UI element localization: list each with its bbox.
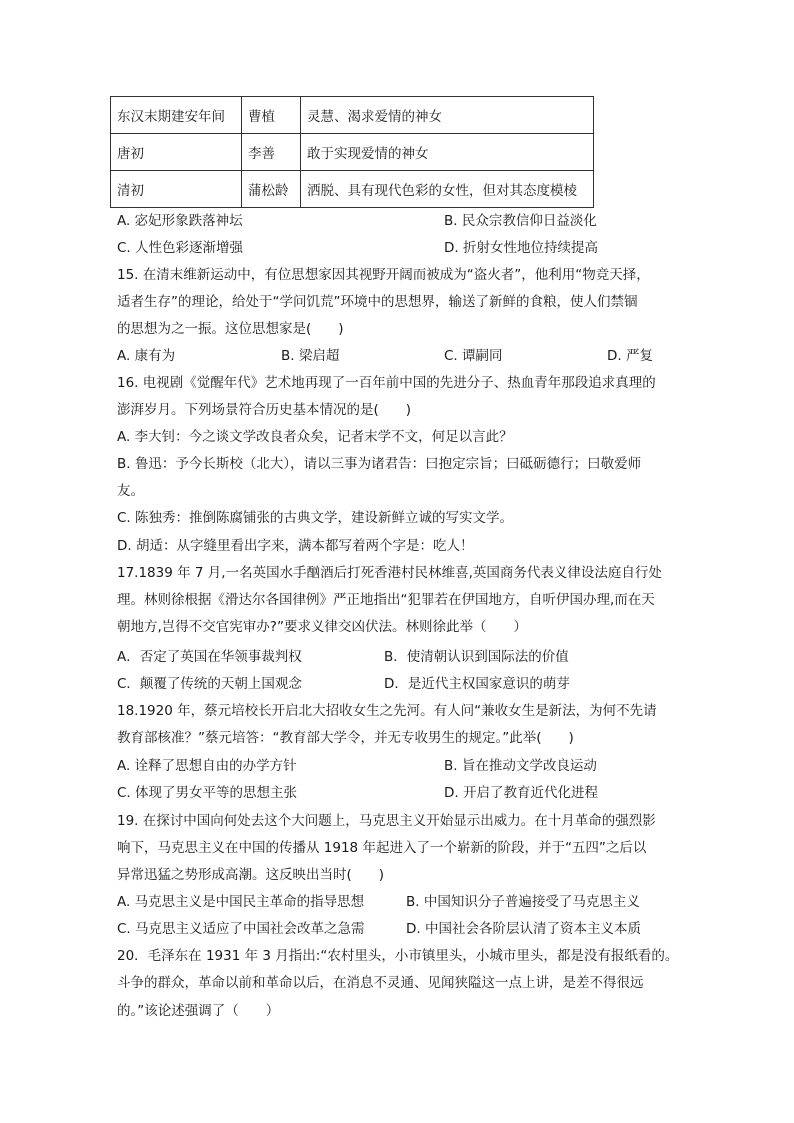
q15-stem-line: 15. 在清末维新运动中，有位思想家因其视野开阔而被成为“盗火者”，他利用“物竞天择， <box>117 267 650 283</box>
q16-stem-line: 澎湃岁月。下列场景符合历史基本情况的是( ) <box>117 402 412 418</box>
q15-stem-line: 的思想为之一振。这位思想家是( ) <box>117 321 344 337</box>
table-cell: 唐初 <box>111 134 242 171</box>
q20-stem-line: 斗争的群众，革命以前和革命以后，在消息不灵通、见闻狭隘这一点上讲，是差不得很远 <box>117 975 644 991</box>
q19-stem-line: 19. 在探讨中国向何处去这个大问题上，马克思主义开始显示出威力。在十月革命的强烈影 <box>117 813 656 829</box>
q16-option-b: B. 鲁迅：予今长斯校（北大），请以三事为诸君告：曰抱定宗旨；曰砥砺德行；曰敬爱师 <box>117 456 642 472</box>
q19-option-c: C. 马克思主义适应了中国社会改革之急需 <box>117 921 365 937</box>
q16-stem-line: 16. 电视剧《觉醒年代》艺术地再现了一百年前中国的先进分子、热血青年那段追求真理的 <box>117 375 656 391</box>
q17-stem-line: 朝地方,岂得不交官宪审办?”要求义律交凶伏法。林则徐此举（ ） <box>117 619 527 635</box>
table-cell: 曹植 <box>242 97 301 134</box>
q19-stem-line: 响下，马克思主义在中国的传播从 1918 年起进入了一个崭新的阶段，并于“五四”之后以 <box>117 840 647 856</box>
q18-option-a: A. 诠释了思想自由的办学方针 <box>117 758 297 774</box>
q17-stem-line: 理。林则徐根据《滑达尔各国律例》严正地指出“犯罪若在伊国地方，自听伊国办理,而在天 <box>117 592 655 608</box>
table-cell: 洒脱、具有现代色彩的女性，但对其态度模棱 <box>301 171 594 208</box>
table-row <box>111 97 594 134</box>
table-row <box>111 171 594 208</box>
q19-option-a: A. 马克思主义是中国民主革命的指导思想 <box>117 894 365 910</box>
q19-option-d: D. 中国社会各阶层认清了资本主义本质 <box>406 921 641 937</box>
q20-stem-line: 的。”该论述强调了（ ） <box>117 1003 280 1019</box>
q14-option-c: C. 人性色彩逐渐增强 <box>117 240 244 256</box>
table-cell: 清初 <box>111 171 242 208</box>
table-cell: 蒲松龄 <box>242 171 301 208</box>
q16-option-b-cont: 友。 <box>117 483 144 499</box>
q20-stem-line: 20．毛泽东在 1931 年 3 月指出:“农村里头，小市镇里头，小城市里头，都是没有报纸看的。 <box>117 948 679 964</box>
table-row <box>111 134 594 171</box>
table-cell: 李善 <box>242 134 301 171</box>
q16-option-d: D. 胡适：从字缝里看出字来，满本都写着两个字是：吃人！ <box>117 538 474 554</box>
q19-option-b: B. 中国知识分子普遍接受了马克思主义 <box>406 894 640 910</box>
q18-stem-line: 18.1920 年，蔡元培校长开启北大招收女生之先河。有人问“兼收女生是新法，为何不先请 <box>117 703 657 719</box>
q17-option-d: D．是近代主权国家意识的萌芽 <box>384 676 570 692</box>
q14-option-a: A. 宓妃形象跌落神坛 <box>117 213 243 229</box>
q15-option-c: C. 谭嗣同 <box>444 348 503 364</box>
q14-option-b: B. 民众宗教信仰日益淡化 <box>444 213 597 229</box>
q16-option-a: A. 李大钊：今之谈文学改良者众矣，记者末学不文，何足以言此？ <box>117 429 513 445</box>
q14-option-d: D. 折射女性地位持续提高 <box>444 240 598 256</box>
q17-option-b: B．使清朝认识到国际法的价值 <box>384 649 569 665</box>
q17-stem-line: 17.1839 年 7 月,一名英国水手酗酒后打死香港村民林维喜,英国商务代表义律设法庭自行处 <box>117 565 662 581</box>
q17-option-a: A．否定了英国在华领事裁判权 <box>117 649 302 665</box>
table-cell: 灵慧、渴求爱情的神女 <box>301 97 594 134</box>
q18-option-c: C. 体现了男女平等的思想主张 <box>117 785 298 801</box>
q16-option-c: C. 陈独秀：推倒陈腐铺张的古典文学，建设新鲜立诚的写实文学。 <box>117 510 514 526</box>
table-cell: 东汉末期建安年间 <box>111 97 242 134</box>
q19-stem-line: 异常迅猛之势形成高潮。这反映出当时( ) <box>117 867 385 883</box>
q18-option-d: D. 开启了教育近代化进程 <box>444 785 598 801</box>
q15-option-a: A. 康有为 <box>117 348 176 364</box>
q15-stem-line: 适者生存”的理论，给处于“学问饥荒”环境中的思想界，输送了新鲜的食粮，使人们禁锢 <box>117 294 638 310</box>
q15-option-b: B. 梁启超 <box>281 348 340 364</box>
q15-option-d: D. 严复 <box>607 348 653 364</box>
q17-option-c: C．颠覆了传统的天朝上国观念 <box>117 676 302 692</box>
source-table <box>110 96 594 208</box>
q18-option-b: B. 旨在推动文学改良运动 <box>444 758 597 774</box>
table-cell: 敢于实现爱情的神女 <box>301 134 594 171</box>
q18-stem-line: 教育部核准？”蔡元培答：“教育部大学令，并无专收男生的规定。”此举( ) <box>117 730 574 746</box>
